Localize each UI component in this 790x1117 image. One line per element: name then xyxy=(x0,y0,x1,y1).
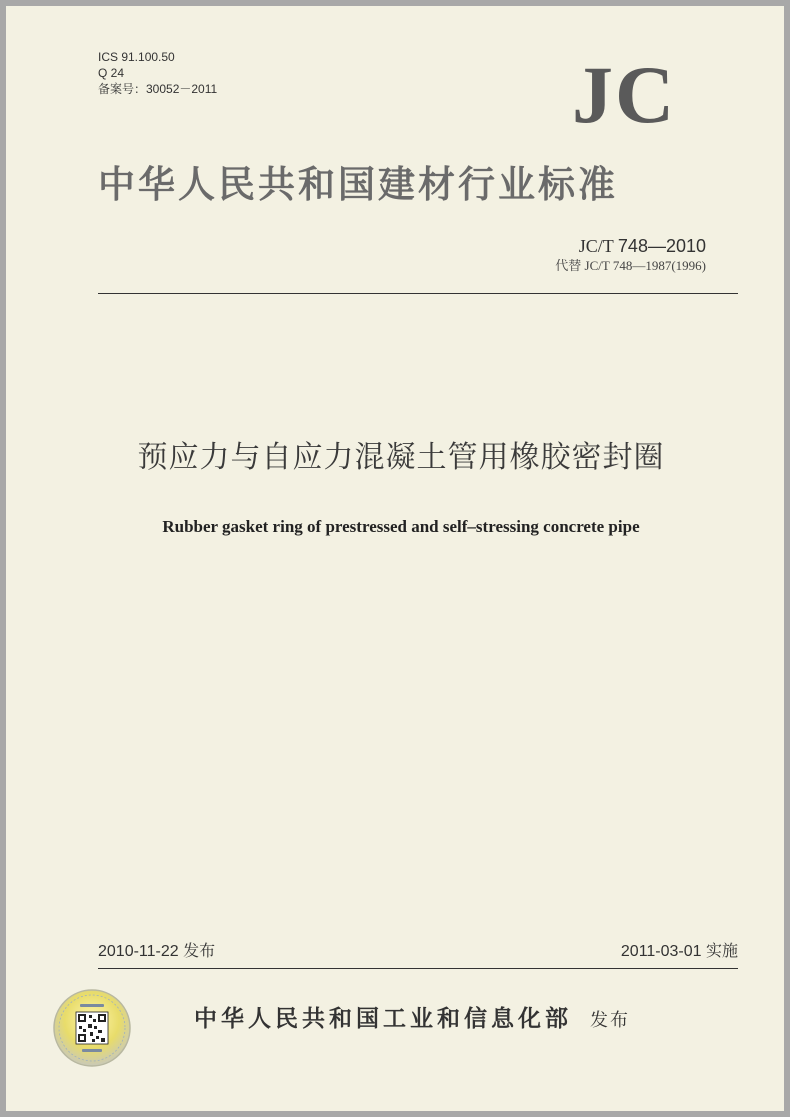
qr-anti-counterfeit-seal-icon xyxy=(52,988,132,1068)
publisher-name: 中华人民共和国工业和信息化部 xyxy=(194,1006,572,1032)
implementation-date: 2011-03-01 实施 xyxy=(620,943,738,960)
english-title: Rubber gasket ring of prestressed and self–stressing concrete pipe xyxy=(162,517,640,536)
standard-number xyxy=(579,236,706,256)
standard-number-prefix: JC/T xyxy=(578,236,618,256)
replaces-standard: 代替 JC/T 748—1987(1996) xyxy=(555,258,706,273)
jc-logo: JC xyxy=(572,49,677,140)
seal-graphic xyxy=(52,988,132,1068)
filing-number: 备案号：30052－2011 xyxy=(98,82,218,96)
dates-row xyxy=(98,941,738,963)
publisher-suffix: 发布 xyxy=(590,1010,630,1031)
issue-date: 2010-11-22 发布 xyxy=(98,943,216,960)
ics-code: ICS 91.100.50 xyxy=(98,50,175,64)
top-divider xyxy=(98,293,738,294)
ccs-code: Q 24 xyxy=(98,66,125,80)
chinese-title: 预应力与自应力混凝土管用橡胶密封圈 xyxy=(137,440,665,475)
bottom-divider xyxy=(98,968,738,969)
standard-category-title: 中华人民共和国建材行业标准 xyxy=(98,163,618,206)
publisher xyxy=(194,1004,630,1036)
classification-block xyxy=(98,49,217,97)
standard-number-value: 748—2010 xyxy=(617,236,706,256)
